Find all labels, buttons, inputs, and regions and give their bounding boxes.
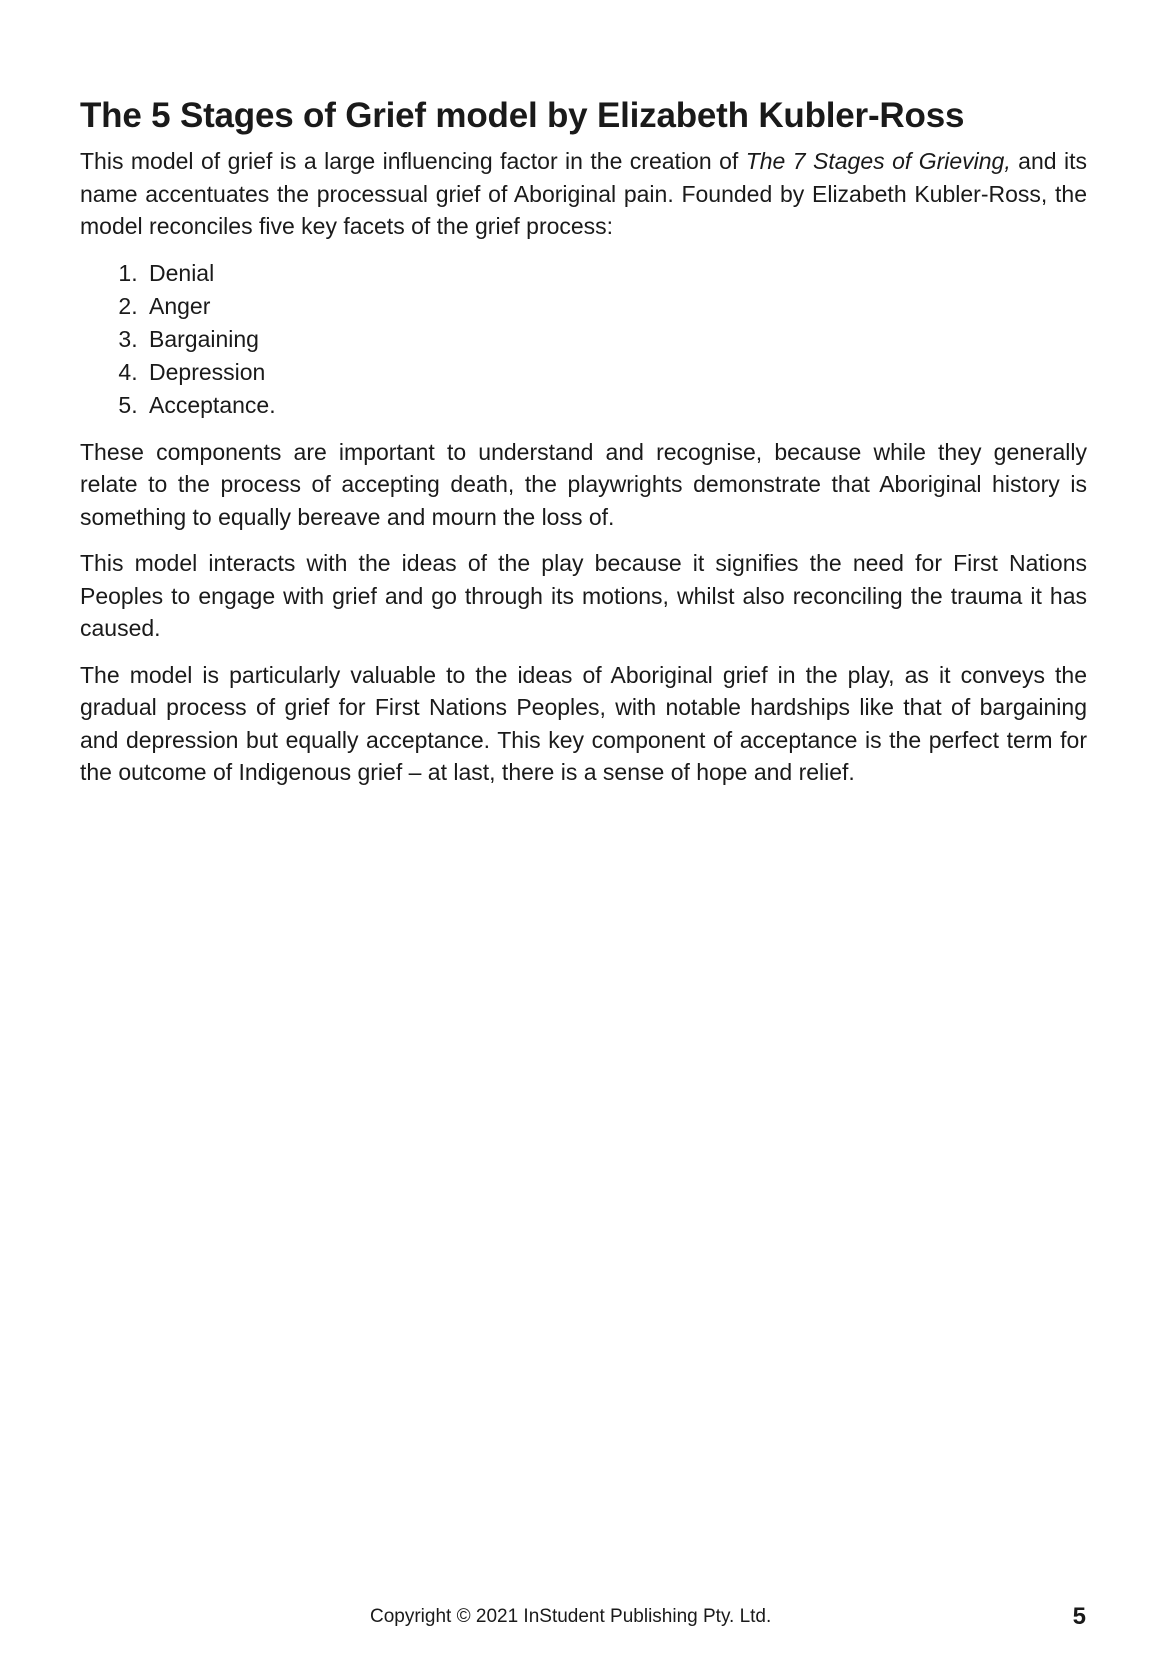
page-number: 5 [1072,1603,1086,1630]
stages-list [80,257,1087,422]
body-paragraph: This model interacts with the ideas of the play because it signifies the need for First Nations Peoples to engage with grief and go through its motions, whilst also reconciling the trauma it has caused. [80,550,1087,641]
list-item: 2. Anger [144,290,1087,323]
list-item: 3. Bargaining [144,323,1087,356]
page-footer [0,1603,1166,1633]
intro-text-start: This model of grief is a large influencing factor in the creation of [80,148,746,174]
intro-text-end: and its name accentuates the processual grief of Aboriginal pain. Founded by Elizabeth Kubler-Ross, the model reconciles five key facets of the grief process: [80,148,1087,239]
list-item: 1. Denial [144,257,1087,290]
body-paragraph: These components are important to understand and recognise, because while they generally relate to the process of accepting death, the playwrights demonstrate that Aboriginal history is something to equally bereave and mourn the loss of. [80,438,1087,530]
list-item: 5. Acceptance. [144,389,1087,422]
page-title: The 5 Stages of Grief model by Elizabeth Kubler-Ross [80,96,965,135]
copyright-notice: Copyright © 2021 InStudent Publishing Pty. Ltd. [370,1606,772,1627]
list-item: 4. Depression [144,356,1087,389]
intro-paragraph [80,145,1087,243]
page-content [80,95,1087,803]
play-title: The 7 Stages of Grieving, [745,148,1011,174]
body-paragraph: The model is particularly valuable to the ideas of Aboriginal grief in the play, as it conveys the gradual process of grief for First Nations Peoples, with notable hardships like that of bargaining and depression but equally acceptance. This key component of acceptance is the perfect term for the outcome of Indigenous grief – at last, there is a sense of hope and relief. [80,661,1087,785]
